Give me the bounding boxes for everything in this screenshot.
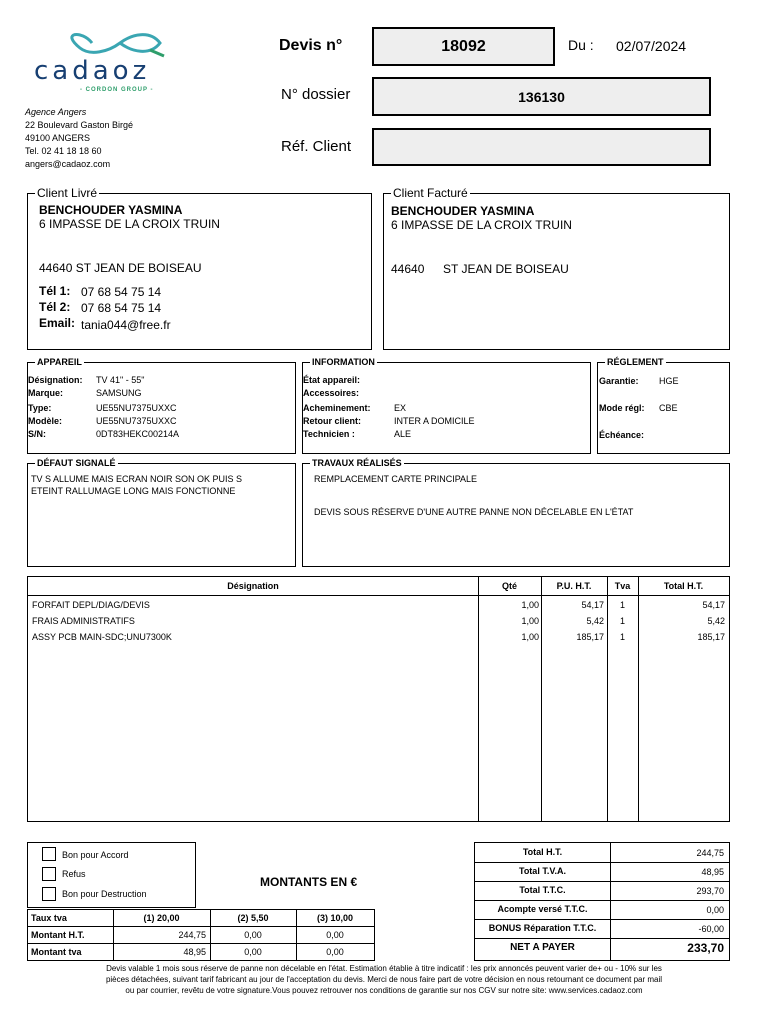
total-tva-value: 48,95 [701,867,724,877]
garantie-label: Garantie: [599,376,639,386]
dossier-number: 136130 [372,77,711,116]
type-value: UE55NU7375UXXC [96,403,177,413]
agency-city: 49100 ANGERS [25,133,91,143]
agency-address [25,106,133,171]
header-tva: Tva [614,581,631,591]
row-qte: 1,00 [521,616,539,626]
footer-line1: Devis valable 1 mois sous réserve de panne non décelable en l'état. Estimation établie à titre indicatif : les prix annoncés peuvent varier de+ ou - 10% sur les [106,964,662,973]
client-livre-city: 44640 ST JEAN DE BOISEAU [39,261,202,275]
row-pu: 5,42 [586,616,604,626]
client-livre-tel2: 07 68 54 75 14 [81,301,162,315]
row-pu: 54,17 [581,600,604,610]
client-livre-tel2-label: Tél 2: [39,300,71,314]
travaux-panel [302,458,730,567]
vat-table [27,909,375,961]
col-divider-4 [638,577,639,821]
net-value: 233,70 [687,941,724,955]
accord-label: Bon pour Accord [62,850,129,860]
destruction-checkbox[interactable] [42,887,56,901]
montant-ht-3: 0,00 [326,930,344,940]
acompte-value: 0,00 [706,905,724,915]
cadaoz-logo-mark-icon [30,28,210,58]
garantie-value: HGE [659,376,679,386]
client-livre-email-label: Email: [39,316,76,330]
type-label: Type: [28,403,52,413]
net-label: NET A PAYER [510,942,575,953]
client-livre-legend: Client Livré [37,186,98,200]
row-tva: 1 [619,632,625,642]
bonus-value: -60,00 [698,924,724,934]
totals-row-divider [475,919,729,920]
row-tva: 1 [619,600,625,610]
client-livre-name: BENCHOUDER YASMINA [39,203,183,217]
information-panel [302,357,591,454]
lines-table [27,576,730,822]
technicien-label: Technicien : [303,429,355,439]
defaut-panel [27,458,296,567]
mode-value: CBE [659,403,678,413]
row-total: 54,17 [702,600,725,610]
client-livre-email: tania044@free.fr [81,318,171,332]
client-facture-postcode: 44640 [391,262,425,276]
totals-table [474,842,730,961]
modele-value: UE55NU7375UXXC [96,416,177,426]
footer-line3: ou par courrier, revêtu de votre signature.Vous pouvez retrouver nos conditions de garantie sur nos CGV sur notre site: www.services.cadaoz.com [125,986,643,995]
agency-street: 22 Boulevard Gaston Birgé [25,120,134,130]
client-livre-street: 6 IMPASSE DE LA CROIX TRUIN [39,217,220,231]
reglement-legend: RÉGLEMENT [607,357,664,367]
echeance-label: Échéance: [599,430,645,440]
designation-value: TV 41" - 55" [96,375,145,385]
mode-label: Mode régl: [599,403,645,413]
agency-email: angers@cadaoz.com [25,159,111,169]
cadaoz-logo [30,28,210,100]
footer-terms [0,963,768,996]
footer-line2: pièces détachées, suivant tarif fabricant au jour de l'acceptation du devis. Merci de nous faire part de votre décision en nous retournant ce document par mail [105,975,663,984]
appareil-legend: APPAREIL [37,357,82,367]
defaut-line2: ETEINT RALLUMAGE LONG MAIS FONCTIONNE [31,486,236,496]
montant-tva-label: Montant tva [31,947,82,957]
row-qte: 1,00 [521,632,539,642]
client-facture-city: ST JEAN DE BOISEAU [443,262,569,276]
row-tva: 1 [619,616,625,626]
taux-1: (1) 20,00 [143,913,180,923]
agency-name: Agence Angers [25,107,87,117]
client-facture-panel [383,186,730,350]
header-pu: P.U. H.T. [556,581,592,591]
montants-title: MONTANTS EN € [260,875,358,889]
header-total: Total H.T. [663,581,704,591]
total-ht-label: Total H.T. [522,847,563,857]
marque-label: Marque: [28,388,64,398]
marque-value: SAMSUNG [96,388,142,398]
ref-client-label: Réf. Client [281,138,352,155]
bonus-label: BONUS Réparation T.T.C. [488,923,597,933]
technicien-value: ALE [394,429,412,439]
row-designation: ASSY PCB MAIN-SDC;UNU7300K [32,632,172,642]
appareil-panel [27,357,296,454]
information-legend: INFORMATION [312,357,375,367]
header-qte: Qté [501,581,517,591]
dossier-label: N° dossier [281,86,351,103]
total-ttc-label: Total T.T.C. [519,885,566,895]
total-tva-label: Total T.V.A. [518,866,566,876]
col-divider-3 [607,577,608,821]
row-designation: FRAIS ADMINISTRATIFS [32,616,135,626]
date-label: Du : [568,37,594,53]
client-facture-street: 6 IMPASSE DE LA CROIX TRUIN [391,218,572,232]
sn-label: S/N: [28,429,46,439]
taux-label: Taux tva [31,913,67,923]
date-value: 02/07/2024 [616,38,687,54]
montant-tva-1: 48,95 [183,947,206,957]
montant-tva-3: 0,00 [326,947,344,957]
defaut-legend: DÉFAUT SIGNALÉ [37,458,116,468]
acheminement-value: EX [394,403,407,413]
taux-3: (3) 10,00 [316,913,354,923]
header-designation: Désignation [227,581,279,591]
montant-ht-label: Montant H.T. [31,930,85,940]
travaux-legend: TRAVAUX RÉALISÉS [312,458,402,468]
col-divider-1 [478,577,479,821]
total-ht-value: 244,75 [696,848,724,858]
client-livre-tel1: 07 68 54 75 14 [81,285,162,299]
retour-value: INTER A DOMICILE [394,416,475,426]
row-pu: 185,17 [576,632,604,642]
agency-tel: Tel. 02 41 18 18 60 [25,146,102,156]
modele-label: Modèle: [28,416,63,426]
brand-group: - CORDON GROUP - [80,87,154,93]
client-livre-panel [27,186,372,350]
client-livre-tel1-label: Tél 1: [39,284,71,298]
totals-row-divider [475,900,729,901]
designation-label: Désignation: [28,375,83,385]
totals-row-divider [475,881,729,882]
destruction-label: Bon pour Destruction [62,889,147,899]
vat-row-divider [28,943,374,944]
accessoires-label: Accessoires: [303,388,360,398]
row-qte: 1,00 [521,600,539,610]
montant-ht-2: 0,00 [244,930,262,940]
refus-label: Refus [62,869,86,879]
totals-row-divider [475,938,729,939]
acompte-label: Acompte versé T.T.C. [497,904,588,914]
brand-name: cadaoz [34,56,151,86]
defaut-line1: TV S ALLUME MAIS ECRAN NOIR SON OK PUIS S [31,474,243,484]
client-facture-legend: Client Facturé [393,186,468,200]
travaux-line1: REMPLACEMENT CARTE PRINCIPALE [314,474,478,484]
accord-checkbox[interactable] [42,847,56,861]
travaux-line2: DEVIS SOUS RÉSERVE D'UNE AUTRE PANNE NON DÉCELABLE EN L'ÉTAT [314,507,634,517]
devis-label: Devis n° [279,37,343,54]
refus-checkbox[interactable] [42,867,56,881]
acheminement-label: Acheminement: [303,403,371,413]
totals-row-divider [475,862,729,863]
vat-row-divider [28,926,374,927]
col-divider-2 [541,577,542,821]
decision-panel [27,842,196,908]
client-facture-name: BENCHOUDER YASMINA [391,204,535,218]
montant-ht-1: 244,75 [178,930,206,940]
devis-number: 18092 [372,27,555,66]
retour-label: Retour client: [303,416,362,426]
sn-value: 0DT83HEKC00214A [96,429,180,439]
row-total: 5,42 [707,616,725,626]
etat-label: État appareil: [303,375,361,385]
total-ttc-value: 293,70 [696,886,724,896]
header-divider [28,595,729,596]
reglement-panel [597,357,730,454]
row-designation: FORFAIT DEPL/DIAG/DEVIS [32,600,150,610]
montant-tva-2: 0,00 [244,947,262,957]
ref-client-field [372,128,711,166]
row-total: 185,17 [697,632,725,642]
taux-2: (2) 5,50 [237,913,269,923]
